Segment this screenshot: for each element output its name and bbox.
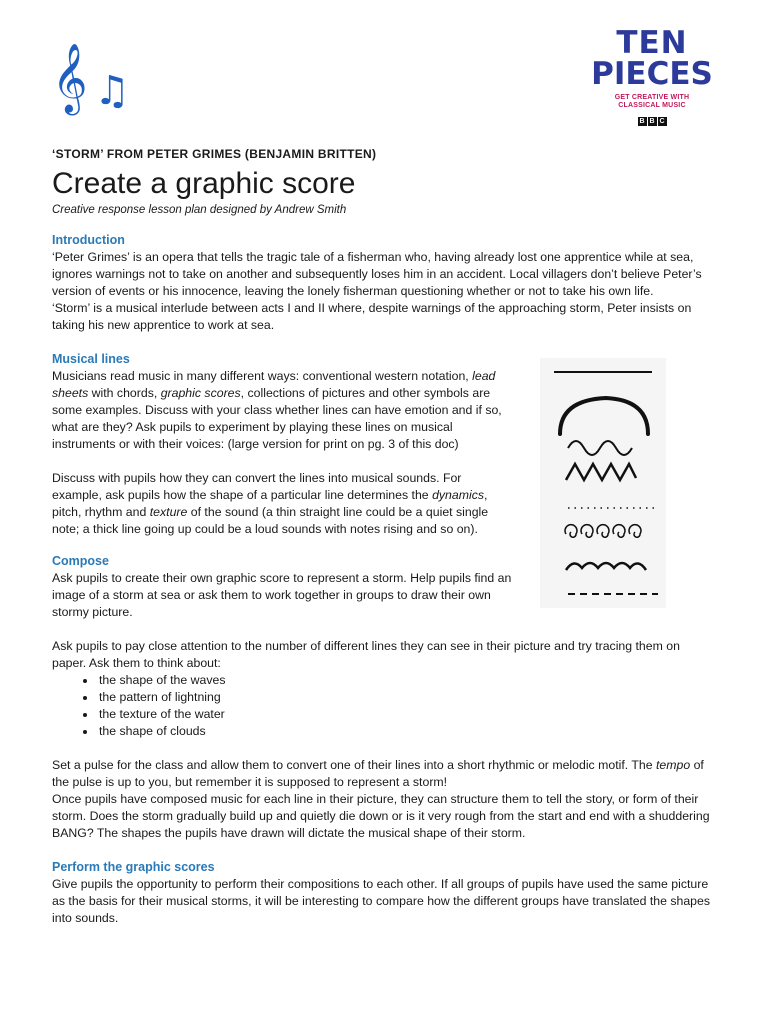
ten-pieces-logo — [590, 25, 714, 128]
treble-clef-icon: 𝄞 — [52, 43, 88, 113]
introduction-paragraph-2: ‘Storm’ is a musical interlude between acts I and II where, despite warnings of the approaching storm, Peter insists on taking his new apprentice to work at sea. — [52, 301, 692, 332]
compose-paragraph-1: Ask pupils to create their own graphic score to represent a storm. Help pupils find an image of a storm at sea or ask them to work together in groups to draw their own stormy picture. — [52, 571, 512, 619]
perform-paragraph: Give pupils the opportunity to perform their compositions to each other. If all groups of pupils have used the same picture as the basis for their musical storms, it will be interesting to compare how the different groups have translated the shapes into sounds. — [52, 877, 710, 925]
page-title: Create a graphic score — [52, 167, 356, 200]
piece-subtitle: ‘STORM’ FROM PETER GRIMES (BENJAMIN BRITTEN) — [52, 147, 377, 161]
list-item: • the texture of the water — [97, 706, 712, 723]
author-credit: Creative response lesson plan designed by Andrew Smith — [52, 204, 347, 216]
musical-lines-heading: Musical lines — [52, 352, 130, 366]
list-item: • the shape of the waves — [97, 672, 712, 689]
music-notes-icon — [48, 36, 148, 116]
musical-lines-paragraph-2: Discuss with pupils how they can convert the lines into musical sounds. For example, ask pupils how the shape of a particular line determines the dynamics, pitch, rhythm and texture of the sound (a thin straight line could be a quiet single note; a thick line going up could be a loud sounds with notes rising and so on). — [52, 471, 489, 536]
logo-tagline: GET CREATIVE WITH CLASSICAL MUSIC — [614, 94, 690, 109]
beamed-notes-icon: ♫ — [94, 68, 130, 114]
compose-paragraph-4: Once pupils have composed music for each line in their picture, they can structure them to tell the story, or form of their storm. Does the storm gradually build up and quietly die down or is it very rough from the start and end with a shuddering BANG? The shapes the pupils have drawn will dictate the musical shape of their storm. — [52, 792, 710, 840]
introduction-heading: Introduction — [52, 233, 125, 247]
compose-paragraph-2: Ask pupils to pay close attention to the number of different lines they can see in their picture and try tracing them on paper. Ask them to think about: — [52, 639, 680, 670]
lesson-plan — [52, 146, 712, 927]
logo-line1: TEN — [616, 25, 688, 61]
logo-line2: PIECES — [591, 56, 713, 92]
think-about-list — [52, 672, 712, 740]
compose-heading: Compose — [52, 554, 109, 568]
musical-lines-paragraph-1: Musicians read music in many different ways: conventional western notation, lead sheets with chords, graphic scores, collections of pictures and other symbols are some examples. Discuss with your class whether lines can have emotion and if so, what are they? Ask pupils to experiment by playing these lines on musical instruments or with their voices: (large version for print on pg. 3 of this doc) — [52, 369, 502, 451]
introduction-paragraph-1: ‘Peter Grimes’ is an opera that tells the tragic tale of a fisherman who, having already lost one apprentice while at sea, ignores warnings not to take on another and subsequently loses him in an accident. Local villagers don’t believe Peter’s version of events or his innocence, leaving the lonely fisherman questioning whether or not to take his own life. — [52, 250, 702, 298]
perform-heading: Perform the graphic scores — [52, 860, 215, 874]
compose-paragraph-3: Set a pulse for the class and allow them to convert one of their lines into a short rhythmic or melodic motif. The tempo of the pulse is up to you, but remember it is supposed to represent a storm! — [52, 758, 704, 789]
list-item: • the pattern of lightning — [97, 689, 712, 706]
bbc-logo: B B C — [639, 118, 665, 125]
list-item: • the shape of clouds — [97, 723, 712, 740]
